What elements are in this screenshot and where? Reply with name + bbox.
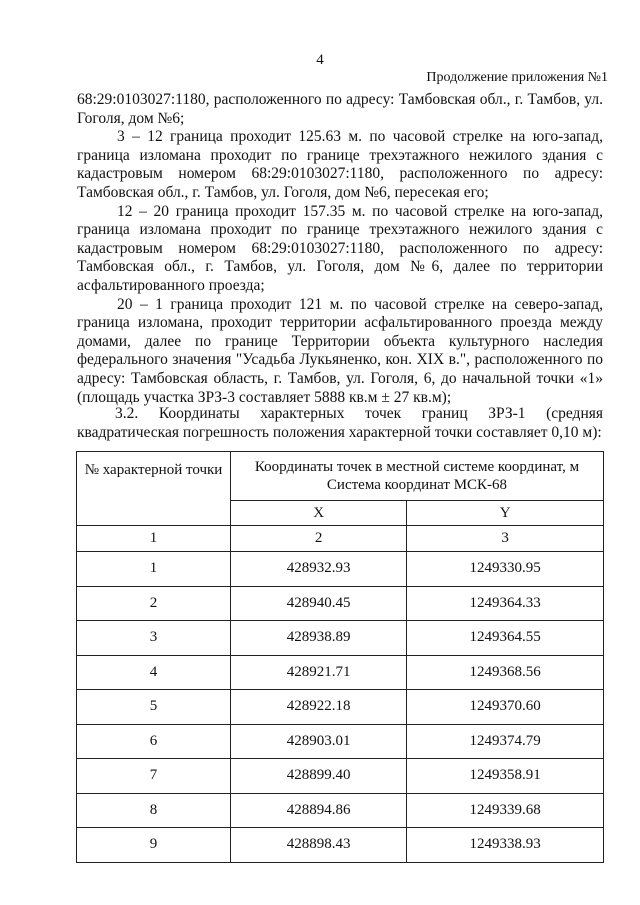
x-coordinate-cell: 428898.43 (231, 828, 407, 863)
point-number-cell: 3 (77, 621, 231, 656)
table-row (77, 759, 604, 794)
point-number-cell: 2 (77, 586, 231, 621)
continuation-header: Продолжение приложения №1 (426, 70, 608, 85)
y-coordinate-cell: 1249374.79 (407, 724, 604, 759)
point-number-header: № характерной точки (77, 452, 231, 526)
y-coordinate-cell: 1249339.68 (407, 793, 604, 828)
paragraph: 68:29:0103027:1180, расположенного по адресу: Тамбовская обл., г. Тамбов, ул. Гоголя, дом №6; (77, 91, 603, 127)
column-number: 1 (77, 526, 231, 552)
table-row (77, 690, 604, 725)
y-header: Y (407, 501, 604, 526)
coordinates-header-line1: Координаты точек в местной системе координат, м (254, 459, 580, 475)
point-number-cell: 7 (77, 759, 231, 794)
x-header: X (231, 501, 407, 526)
table-row (77, 586, 604, 621)
x-coordinate-cell: 428894.86 (231, 793, 407, 828)
y-coordinate-cell: 1249330.95 (407, 552, 604, 587)
y-coordinate-cell: 1249370.60 (407, 690, 604, 725)
paragraph: 3 – 12 граница проходит 125.63 м. по часовой стрелке на юго-запад, граница изломана проходит по границе трехэтажного нежилого здания с кадастровым номером 68:29:0103027:1180, расположенного по адресу: Тамбовская обл., г. Тамбов, ул. Гоголя, дом №6, пересекая его; (77, 128, 603, 201)
section-text: 3.2. Координаты характерных точек границ ЗРЗ-1 (средняя квадратическая погрешность положения характерной точки составляет 0,10 м): (77, 405, 603, 441)
y-coordinate-cell: 1249368.56 (407, 655, 604, 690)
page-number: 4 (316, 52, 324, 68)
x-coordinate-cell: 428903.01 (231, 724, 407, 759)
point-number-cell: 5 (77, 690, 231, 725)
y-coordinate-cell: 1249364.55 (407, 621, 604, 656)
x-coordinate-cell: 428922.18 (231, 690, 407, 725)
section-heading (77, 405, 603, 442)
x-coordinate-cell: 428899.40 (231, 759, 407, 794)
point-number-cell: 4 (77, 655, 231, 690)
point-number-cell: 6 (77, 724, 231, 759)
paragraph: 20 – 1 граница проходит 121 м. по часовой стрелке на северо-запад, граница изломана, проходит территории асфальтированного проезда между домами, далее по границе Территории объекта культурного наследия федерального значения "Усадьба Лукьяненко, кон. XIX в.", расположенного по адресу: Тамбовская область, г. Тамбов, ул. Гоголя, 6, до начальной точки «1» (площадь участка ЗРЗ-3 составляет 5888 кв.м ± 27 кв.м); (77, 295, 603, 406)
paragraph: 12 – 20 граница проходит 157.35 м. по часовой стрелке на юго-запад, граница изломана проходит по границе трехэтажного нежилого здания с кадастровым номером 68:29:0103027:1180, расположенного по адресу: Тамбовская обл., г. Тамбов, ул. Гоголя, дом №6, далее по территории асфальтированного проезда; (77, 202, 603, 294)
x-coordinate-cell: 428932.93 (231, 552, 407, 587)
y-coordinate-cell: 1249338.93 (407, 828, 604, 863)
y-coordinate-cell: 1249358.91 (407, 759, 604, 794)
table-row (77, 552, 604, 587)
table-row (77, 793, 604, 828)
coordinates-header-line2: Система координат МСК-68 (326, 477, 508, 493)
y-coordinate-cell: 1249364.33 (407, 586, 604, 621)
point-number-cell: 1 (77, 552, 231, 587)
body-text (77, 91, 603, 407)
x-coordinate-cell: 428940.45 (231, 586, 407, 621)
column-number: 3 (407, 526, 604, 552)
table-row (77, 655, 604, 690)
coordinates-table (76, 451, 604, 863)
table-row (77, 828, 604, 863)
table-row (77, 724, 604, 759)
column-number: 2 (231, 526, 407, 552)
table-row (77, 621, 604, 656)
point-number-cell: 8 (77, 793, 231, 828)
x-coordinate-cell: 428938.89 (231, 621, 407, 656)
x-coordinate-cell: 428921.71 (231, 655, 407, 690)
coordinates-header (231, 452, 604, 501)
point-number-cell: 9 (77, 828, 231, 863)
column-numbers-row (77, 526, 604, 552)
